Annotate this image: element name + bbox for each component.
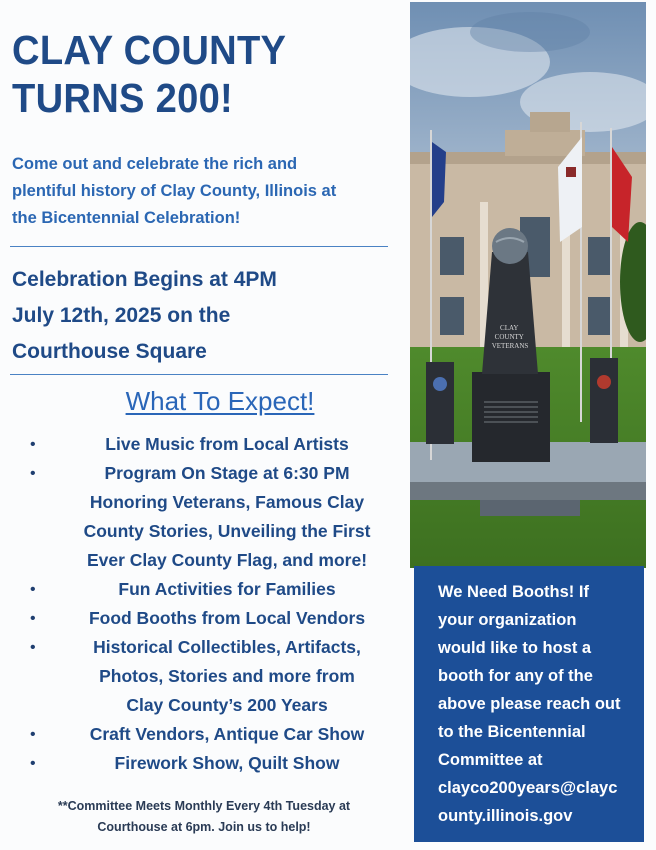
list-item-line: Craft Vendors, Antique Car Show — [89, 724, 365, 744]
booth-email-line: ounty.illinois.gov — [438, 807, 573, 825]
bullet-icon: • — [30, 465, 36, 482]
list-item-line: Historical Collectibles, Artifacts, — [93, 637, 361, 657]
courthouse-veterans-memorial-photo — [410, 2, 646, 568]
list-item-line: Honoring Veterans, Famous Clay — [89, 492, 365, 512]
intro-paragraph — [12, 151, 392, 232]
intro-line: plentiful history of Clay County, Illinois at — [12, 182, 337, 200]
divider — [10, 374, 388, 375]
list-item-line: Live Music from Local Artists — [105, 434, 349, 454]
booth-line: Committee at — [438, 751, 543, 769]
flyer-title — [12, 26, 365, 122]
divider — [10, 246, 388, 247]
intro-line: Come out and celebrate the rich and — [12, 155, 298, 173]
bullet-icon: • — [30, 755, 36, 772]
celebration-line: July 12th, 2025 on the — [12, 304, 231, 327]
list-item-line: Program On Stage at 6:30 PM — [104, 463, 350, 483]
booth-line: booth for any of the — [438, 667, 593, 685]
list-item-line: Ever Clay County Flag, and more! — [86, 550, 368, 570]
list-item — [0, 575, 410, 604]
title-line: CLAY COUNTY — [12, 27, 287, 73]
booth-line: your organization — [438, 611, 577, 629]
booth-line: would like to host a — [438, 639, 592, 657]
booth-line: above please reach out — [438, 695, 621, 713]
list-item — [0, 604, 410, 633]
list-item-line: Photos, Stories and more from — [99, 666, 355, 686]
list-item — [0, 720, 410, 749]
booth-line: to the Bicentennial — [438, 723, 586, 741]
list-item-line: Fun Activities for Families — [118, 579, 336, 599]
bullet-icon: • — [30, 581, 36, 598]
list-item-line: Firework Show, Quilt Show — [114, 753, 340, 773]
list-item-line: County Stories, Unveiling the First — [83, 521, 371, 541]
footnote-line: Courthouse at 6pm. Join us to help! — [97, 820, 311, 834]
bullet-icon: • — [30, 436, 36, 453]
list-item — [0, 459, 410, 575]
booth-email-line: clayco200years@clayc — [438, 779, 618, 797]
bullet-icon: • — [30, 726, 36, 743]
list-item — [0, 430, 410, 459]
celebration-line: Celebration Begins at 4PM — [12, 268, 277, 291]
committee-footnote — [18, 796, 390, 838]
list-item-line: Clay County’s 200 Years — [126, 695, 328, 715]
title-line: TURNS 200! — [12, 75, 234, 121]
footnote-line: **Committee Meets Monthly Every 4th Tuesday at — [57, 799, 351, 813]
intro-line: the Bicentennial Celebration! — [12, 209, 241, 227]
expect-list — [0, 430, 410, 778]
monument-inscription: CLAY COUNTY VETERANS — [491, 324, 529, 350]
booth-line: We Need Booths! If — [438, 583, 589, 601]
booth-callout-panel — [414, 566, 644, 842]
what-to-expect-heading: What To Expect! — [125, 386, 315, 416]
list-item — [0, 633, 410, 720]
bullet-icon: • — [30, 639, 36, 656]
bullet-icon: • — [30, 610, 36, 627]
celebration-line: Courthouse Square — [12, 340, 207, 363]
list-item — [0, 749, 410, 778]
list-item-line: Food Booths from Local Vendors — [88, 608, 366, 628]
celebration-details — [12, 262, 397, 370]
